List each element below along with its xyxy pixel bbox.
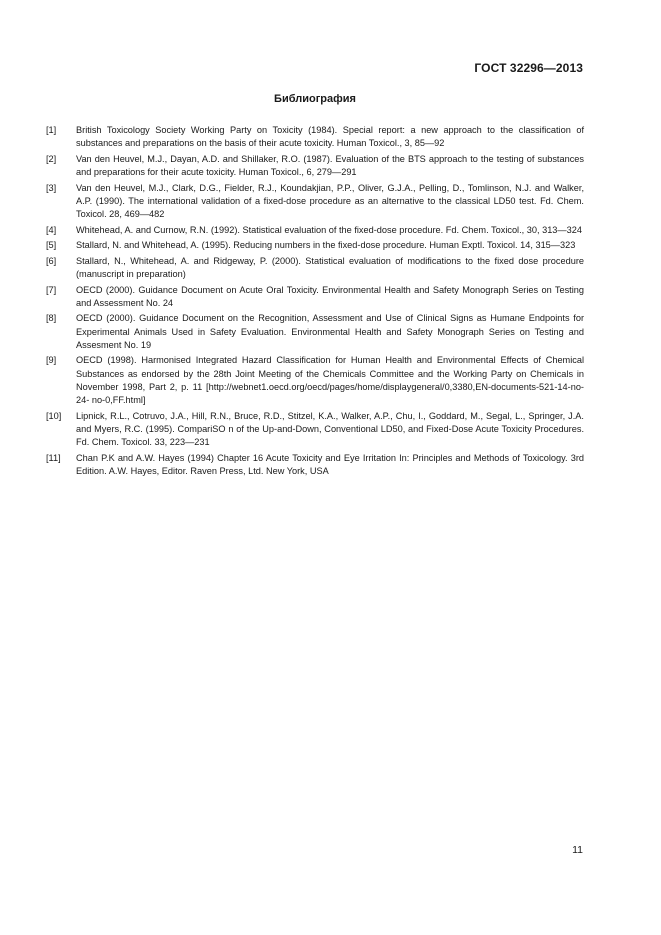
reference-text: Stallard, N., Whitehead, A. and Ridgeway, P. (2000). Statistical evaluation of modifications to the fixed dose procedure (manuscript in preparation) (76, 255, 584, 279)
reference-list (46, 124, 584, 480)
reference-text: Chan P.K and A.W. Hayes (1994) Chapter 16 Acute Toxicity and Eye Irritation In: Principles and Methods of Toxicology. 3rd Edition. A.W. Hayes, Editor. Raven Press, Ltd. New York, USA (76, 452, 584, 476)
reference-text: OECD (1998). Harmonised Integrated Hazard Classification for Human Health and Environmental Effects of Chemical Substances as endorsed by the 28th Joint Meeting of the Chemicals Committee and the Working Party on Chemicals in November 1998, Part 2, p. 11 [http://webnet1.oecd.org/oecd/pages/home/displaygeneral/0,3380,EN-documents-521-14-no-24- no-0,FF.html] (76, 355, 584, 405)
reference-item (46, 354, 584, 407)
reference-text: British Toxicology Society Working Party on Toxicity (1984). Special report: a new approach to the classification of substances and preparations on the basis of their acute toxicity. Human Toxicol., 3, 85—92 (76, 125, 584, 149)
reference-number: [2] (46, 153, 57, 164)
reference-text: Van den Heuvel, M.J., Dayan, A.D. and Shillaker, R.O. (1987). Evaluation of the BTS approach to the testing of substances and preparations for their acute toxicity. Human Toxicol., 6, 279—291 (76, 153, 584, 177)
reference-text: OECD (2000). Guidance Document on the Recognition, Assessment and Use of Clinical Signs as Humane Endpoints for Experimental Animals Used in Safety Evaluation. Environmental Health and Safety Monograph Series on Testing and Assesment No. 19 (76, 313, 584, 350)
page-number: 11 (572, 844, 583, 856)
reference-number: [5] (46, 240, 57, 251)
reference-text: Stallard, N. and Whitehead, A. (1995). Reducing numbers in the fixed-dose procedure. Human Exptl. Toxicol. 14, 315—323 (76, 240, 576, 251)
reference-text: Lipnick, R.L., Cotruvo, J.A., Hill, R.N., Bruce, R.D., Stitzel, K.A., Walker, A.P., Chu, I., Goddard, M., Segal, L., Springer, J.A. and Myers, R.C. (1995). CompariSO n of the Up-and-Down, Conventional LD50, and Fixed-Dose Acute Toxicity Procedures. Fd. Chem. Toxicol. 33, 223—231 (76, 410, 584, 447)
reference-item (46, 224, 584, 237)
reference-number: [8] (46, 313, 57, 324)
reference-text: Van den Heuvel, M.J., Clark, D.G., Fielder, R.J., Koundakjian, P.P., Oliver, G.J.A., Pelling, D., Tomlinson, N.J. and Walker, A.P. (1990). The international validation of a fixed-dose procedure as an alternative to the classical LD50 test. Fd. Chem. Toxicol. 28, 469—482 (76, 182, 584, 219)
reference-number: [9] (46, 355, 57, 366)
reference-item (46, 239, 584, 252)
reference-item (46, 182, 584, 222)
reference-item (46, 255, 584, 281)
reference-text: Whitehead, A. and Curnow, R.N. (1992). Statistical evaluation of the fixed-dose procedure. Fd. Chem. Toxicol., 30, 313—324 (76, 224, 582, 235)
reference-item (46, 284, 584, 310)
reference-item (46, 312, 584, 352)
reference-number: [6] (46, 255, 57, 266)
bibliography-title: Библиография (274, 93, 356, 105)
reference-number: [3] (46, 182, 57, 193)
reference-item (46, 410, 584, 450)
reference-item (46, 124, 584, 150)
reference-text: OECD (2000). Guidance Document on Acute Oral Toxicity. Environmental Health and Safety Monograph Series on Testing and Assessment No. 24 (76, 284, 584, 308)
document-code: ГОСТ 32296—2013 (474, 61, 583, 75)
reference-number: [7] (46, 284, 57, 295)
reference-item (46, 153, 584, 179)
reference-number: [10] (46, 410, 62, 421)
reference-number: [1] (46, 125, 57, 135)
reference-item (46, 452, 584, 478)
reference-number: [11] (46, 452, 61, 463)
reference-number: [4] (46, 224, 57, 235)
